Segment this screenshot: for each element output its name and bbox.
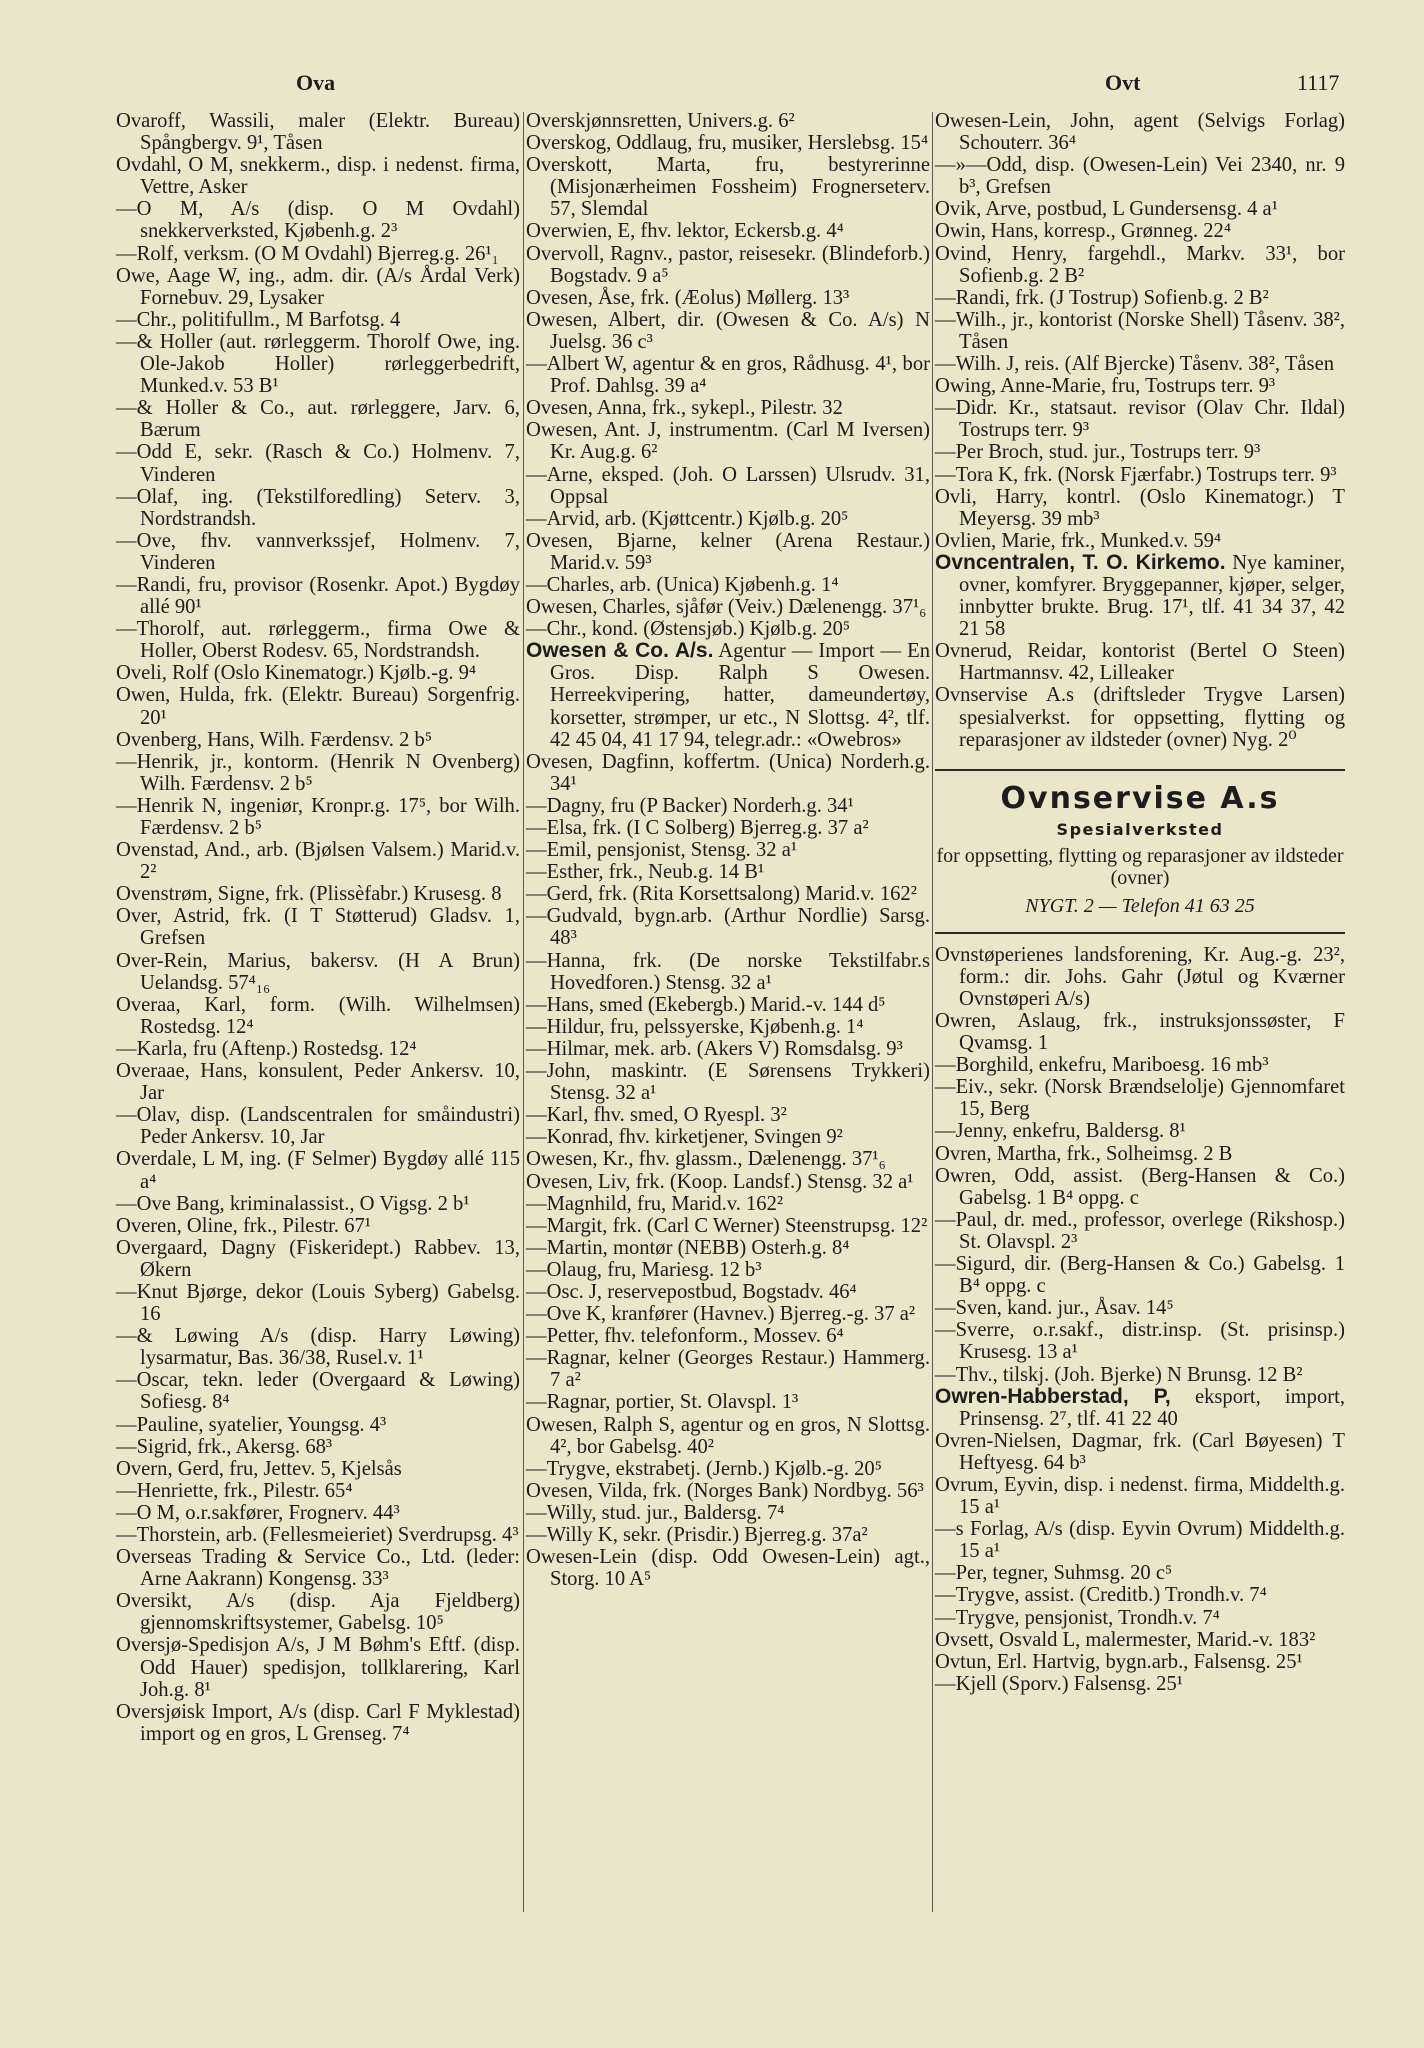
directory-entry: Owesen, Kr., fhv. glassm., Dælenengg. 37¹₆	[526, 1148, 886, 1171]
directory-entry: Over-Rein, Marius, bakersv. (H A Brun) Uelandsg. 57⁴₁₆	[116, 949, 520, 994]
directory-entry: Ovren, Martha, frk., Solheimsg. 2 B	[935, 1142, 1233, 1165]
entry-list	[526, 110, 930, 640]
directory-entry: Oversjø-Spedisjon A/s, J M Bøhm's Eftf. (disp. Odd Hauer) spedisjon, tollklarering, Karl Joh.g. 8¹	[116, 1634, 520, 1701]
directory-entry: —Olaug, fru, Mariesg. 12 b³	[526, 1258, 762, 1281]
directory-entry: Owe, Aage W, ing., adm. dir. (A/s Årdal Verk) Fornebuv. 29, Lysaker	[116, 264, 520, 309]
directory-entry: —Thorolf, aut. rørleggerm., firma Owe & Holler, Oberst Rodesv. 65, Nordstrandsh.	[116, 618, 520, 663]
directory-entry: Ovsett, Osvald L, malermester, Marid.-v. 183²	[935, 1628, 1316, 1651]
directory-entry: Ovlien, Marie, frk., Munked.v. 59⁴	[935, 529, 1222, 552]
directory-entry: —Borghild, enkefru, Mariboesg. 16 mb³	[935, 1054, 1269, 1077]
directory-entry: Overdale, L M, ing. (F Selmer) Bygdøy allé 115 a⁴	[116, 1148, 520, 1193]
header-left-keyword: Ova	[296, 70, 336, 95]
page-header	[0, 70, 1424, 100]
firm-name: Owesen & Co. A/s.	[526, 639, 714, 663]
directory-entry: —O M, A/s (disp. O M Ovdahl) snekkerverksted, Kjøbenh.g. 2³	[116, 198, 520, 243]
directory-entry: Ovenstad, And., arb. (Bjølsen Valsem.) Marid.v. 2²	[116, 839, 520, 884]
ad-title: Ovnservise A.s	[1000, 780, 1280, 816]
directory-entry: Ovtun, Erl. Hartvig, bygn.arb., Falsensg. 25¹	[935, 1650, 1303, 1673]
directory-entry: —Chr., politifullm., M Barfotsg. 4	[116, 308, 401, 331]
directory-entry: —Olaf, ing. (Tekstilforedling) Seterv. 3, Nordstrandsh.	[116, 485, 520, 530]
directory-entry: —Per, tegner, Suhmsg. 20 c⁵	[935, 1562, 1173, 1585]
directory-entry: —Arne, eksped. (Joh. O Larssen) Ulsrudv. 31, Oppsal	[526, 463, 930, 508]
firm-entry-owesen	[526, 640, 930, 750]
directory-entry: —& Løwing A/s (disp. Harry Løwing) lysarmatur, Bas. 36/38, Rusel.v. 1¹	[116, 1325, 520, 1370]
directory-entry: Overskog, Oddlaug, fru, musiker, Herslebsg. 15⁴	[526, 132, 929, 155]
directory-entry: Owing, Anne-Marie, fru, Tostrups terr. 9³	[935, 375, 1276, 398]
directory-entry: —Knut Bjørge, dekor (Louis Syberg) Gabelsg. 16	[116, 1280, 520, 1326]
directory-entry: —Sigrid, frk., Akersg. 68³	[116, 1435, 333, 1458]
directory-entry: —Jenny, enkefru, Baldersg. 8¹	[935, 1120, 1186, 1143]
directory-entry: —Ove Bang, kriminalassist., O Vigsg. 2 b¹	[116, 1192, 470, 1215]
directory-entry: Owesen, Charles, sjåfør (Veiv.) Dælenengg. 37¹₆	[526, 596, 927, 619]
directory-entry: —Albert W, agentur & en gros, Rådhusg. 4¹, bor Prof. Dahlsg. 39 a⁴	[526, 353, 930, 398]
directory-entry: Owesen, Ant. J, instrumentm. (Carl M Iversen) Kr. Aug.g. 6²	[526, 419, 930, 464]
directory-entry: —Hilmar, mek. arb. (Akers V) Romsdalsg. 9³	[526, 1037, 903, 1060]
directory-entry: Oveli, Rolf (Oslo Kinematogr.) Kjølb.-g. 9⁴	[116, 662, 477, 685]
directory-entry: —»—Odd, disp. (Owesen-Lein) Vei 2340, nr. 9 b³, Grefsen	[935, 154, 1345, 199]
ad-text: for oppsetting, flytting og reparasjoner av ildsteder (ovner)	[936, 844, 1344, 889]
directory-entry: —Esther, frk., Neub.g. 14 B¹	[526, 861, 765, 884]
directory-entry: —Henrik N, ingeniør, Kronpr.g. 17⁵, bor Wilh. Færdensv. 2 b⁵	[116, 794, 520, 839]
firm-details: Nye kaminer, ovner, komfyrer. Bryggepanner, kjøper, selger, innbytter brukte. Brug. 17¹, tlf. 41 34 37, 42 21 58	[959, 551, 1346, 641]
directory-entry: Ovaroff, Wassili, maler (Elektr. Bureau) Spångbergv. 9¹, Tåsen	[116, 110, 520, 155]
firm-name: Owren-Habberstad, P,	[935, 1384, 1171, 1408]
directory-entry: Oversikt, A/s (disp. Aja Fjeldberg) gjennomskriftsystemer, Gabelsg. 10⁵	[116, 1590, 520, 1635]
directory-entry: —Gudvald, bygn.arb. (Arthur Nordlie) Sarsg. 48³	[526, 905, 930, 950]
directory-entry: —Thorstein, arb. (Fellesmeieriet) Sverdrupsg. 4³	[116, 1524, 519, 1546]
firm-entry-owren-habberstad	[935, 1386, 1345, 1430]
directory-entry: —Ragnar, portier, St. Olavspl. 1³	[526, 1391, 799, 1414]
directory-entry: —Per Broch, stud. jur., Tostrups terr. 9³	[935, 441, 1261, 464]
entry-list	[526, 751, 930, 1591]
entry-list	[116, 110, 520, 1745]
directory-entry: Overn, Gerd, fru, Jettev. 5, Kjelsås	[116, 1457, 402, 1480]
directory-entry: —O M, o.r.sakfører, Frognerv. 44³	[116, 1501, 400, 1524]
directory-entry: —Tora K, frk. (Norsk Fjærfabr.) Tostrups terr. 9³	[935, 463, 1337, 486]
directory-entry: —Ove, fhv. vannverkssjef, Holmenv. 7, Vinderen	[116, 529, 520, 574]
directory-entry: Ovesen, Dagfinn, koffertm. (Unica) Norderh.g. 34¹	[526, 750, 930, 795]
directory-entry: Ovind, Henry, fargehdl., Markv. 33¹, bor Sofienb.g. 2 B²	[935, 242, 1345, 287]
directory-entry: —Dagny, fru (P Backer) Norderh.g. 34¹	[526, 794, 854, 817]
firm-details: Agentur — Import — En Gros. Disp. Ralph S Owesen. Herreekvipering, hatter, dameundertøy, korsetter, strømper, ur etc., N Slottsg. 4², tlf. 42 45 04, 41 17 94, telegr.adr.: «Owebros»	[550, 640, 931, 751]
directory-entry: Overseas Trading & Service Co., Ltd. (leder: Arne Aakrann) Kongensg. 33³	[116, 1546, 520, 1591]
directory-entry: Overvoll, Ragnv., pastor, reisesekr. (Blindeforb.) Bogstadv. 9 a⁵	[526, 242, 930, 287]
directory-entry: —Margit, frk. (Carl C Werner) Steenstrupsg. 12²	[526, 1214, 928, 1237]
directory-entry: —Wilh., jr., kontorist (Norske Shell) Tåsenv. 38², Tåsen	[935, 308, 1345, 353]
directory-entry: Overaae, Hans, konsulent, Peder Ankersv. 10, Jar	[116, 1060, 520, 1105]
directory-entry: —Didr. Kr., statsaut. revisor (Olav Chr. Ildal) Tostrups terr. 9³	[935, 397, 1345, 442]
header-right-keyword: Ovt	[1105, 70, 1141, 95]
directory-entry: —Kjell (Sporv.) Falsensg. 25¹	[935, 1672, 1183, 1695]
directory-entry: —Thv., tilskj. (Joh. Bjerke) N Brunsg. 12 B²	[935, 1363, 1303, 1386]
directory-entry: —Martin, montør (NEBB) Osterh.g. 8⁴	[526, 1236, 850, 1259]
directory-entry: —Ove K, kranfører (Havnev.) Bjerreg.-g. 37 a²	[526, 1303, 916, 1326]
directory-entry: —Chr., kond. (Østensjøb.) Kjølb.g. 20⁵	[526, 618, 851, 641]
directory-entry: —Petter, fhv. telefonform., Mossev. 6⁴	[526, 1325, 844, 1348]
ad-contact: NYGT. 2 — Telefon 41 63 25	[1025, 894, 1255, 917]
firm-entry-ovncentralen	[935, 552, 1345, 640]
directory-entry: —Karla, fru (Aftenp.) Rostedsg. 12⁴	[116, 1037, 417, 1060]
directory-entry: Overgaard, Dagny (Fiskeridept.) Rabbev. 13, Økern	[116, 1236, 520, 1281]
directory-entry: Ovnerud, Reidar, kontorist (Bertel O Steen) Hartmannsv. 42, Lilleaker	[935, 640, 1345, 685]
directory-entry: Ovesen, Anna, frk., sykepl., Pilestr. 32	[526, 397, 843, 420]
directory-entry: Owen, Hulda, frk. (Elektr. Bureau) Sorgenfrig. 20¹	[116, 684, 520, 729]
directory-entry: —Willy K, sekr. (Prisdir.) Bjerreg.g. 37a²	[526, 1524, 868, 1546]
firm-details: eksport, import, Prinsensg. 2⁷, tlf. 41 22 40	[959, 1385, 1345, 1430]
directory-entry: —Osc. J, reservepostbud, Bogstadv. 46⁴	[526, 1280, 857, 1303]
directory-entry: Ovli, Harry, kontrl. (Oslo Kinematogr.) T Meyersg. 39 mb³	[935, 485, 1345, 530]
directory-entry: —Odd E, sekr. (Rasch & Co.) Holmenv. 7, Vinderen	[116, 441, 520, 486]
directory-entry: Owren, Odd, assist. (Berg-Hansen & Co.) Gabelsg. 1 B⁴ oppg. c	[935, 1164, 1345, 1209]
directory-entry: Ovesen, Liv, frk. (Koop. Landsf.) Stensg. 32 a¹	[526, 1170, 914, 1193]
directory-entry: —Paul, dr. med., professor, overlege (Rikshosp.) St. Olavspl. 2³	[935, 1208, 1345, 1253]
directory-entry: Overaa, Karl, form. (Wilh. Wilhelmsen) Rostedsg. 12⁴	[116, 993, 520, 1038]
column-3	[935, 110, 1345, 1695]
directory-entry: —Sigurd, dir. (Berg-Hansen & Co.) Gabelsg. 1 B⁴ oppg. c	[935, 1253, 1345, 1298]
directory-entry: Owren, Aslaug, frk., instruksjonssøster, F Qvamsg. 1	[935, 1010, 1345, 1055]
directory-entry: —Henriette, frk., Pilestr. 65⁴	[116, 1479, 353, 1502]
directory-entry: —& Holler & Co., aut. rørleggere, Jarv. 6, Bærum	[116, 397, 520, 442]
entry-list	[935, 110, 1345, 552]
directory-entry: Oversjøisk Import, A/s (disp. Carl F Myklestad) import og en gros, L Grenseg. 7⁴	[116, 1700, 520, 1745]
directory-entry: —Arvid, arb. (Kjøttcentr.) Kjølb.g. 20⁵	[526, 507, 849, 530]
directory-entry: Owin, Hans, korresp., Grønneg. 22⁴	[935, 220, 1232, 243]
directory-entry: —Wilh. J, reis. (Alf Bjercke) Tåsenv. 38², Tåsen	[935, 353, 1335, 376]
directory-entry: —Trygve, pensjonist, Trondh.v. 7⁴	[935, 1606, 1220, 1629]
directory-entry: Ovesen, Åse, frk. (Æolus) Møllerg. 13³	[526, 286, 850, 309]
directory-entry: Ovesen, Vilda, frk. (Norges Bank) Nordbyg. 56³	[526, 1479, 924, 1502]
column-1	[116, 110, 520, 1745]
directory-entry: Overskott, Marta, fru, bestyrerinne (Misjonærheimen Fossheim) Frognerseterv. 57, Slemdal	[526, 154, 930, 221]
directory-entry: —Charles, arb. (Unica) Kjøbenh.g. 1⁴	[526, 573, 839, 596]
directory-entry: —Henrik, jr., kontorm. (Henrik N Ovenberg) Wilh. Færdensv. 2 b⁵	[116, 750, 520, 795]
directory-entry: —Pauline, syatelier, Youngsg. 4³	[116, 1413, 387, 1436]
directory-entry: —Hans, smed (Ekebergb.) Marid.-v. 144 d⁵	[526, 993, 886, 1016]
directory-entry: —Olav, disp. (Landscentralen for småindustri) Peder Ankersv. 10, Jar	[116, 1104, 520, 1149]
directory-entry: Overen, Oline, frk., Pilestr. 67¹	[116, 1214, 371, 1237]
directory-entry: —Konrad, fhv. kirketjener, Svingen 9²	[526, 1126, 843, 1149]
directory-entry: Ovenstrøm, Signe, frk. (Plissèfabr.) Krusesg. 8	[116, 883, 502, 906]
directory-entry: Owesen, Ralph S, agentur og en gros, N Slottsg. 4², bor Gabelsg. 40²	[526, 1413, 930, 1458]
directory-entry: —Randi, fru, provisor (Rosenkr. Apot.) Bygdøy allé 90¹	[116, 573, 520, 619]
directory-entry: —Willy, stud. jur., Baldersg. 7⁴	[526, 1501, 785, 1524]
directory-entry: Over, Astrid, frk. (I T Støtterud) Gladsv. 1, Grefsen	[116, 905, 520, 950]
directory-entry: Ovren-Nielsen, Dagmar, frk. (Carl Bøyesen) T Heftyesg. 64 b³	[935, 1429, 1345, 1474]
directory-entry: —Trygve, assist. (Creditb.) Trondh.v. 7⁴	[935, 1584, 1267, 1607]
directory-entry: —Eiv., sekr. (Norsk Brændselolje) Gjennomfaret 15, Berg	[935, 1076, 1345, 1121]
directory-entry: —Randi, frk. (J Tostrup) Sofienb.g. 2 B²	[935, 286, 1269, 309]
entry-list	[935, 640, 1345, 750]
entry-list	[935, 944, 1345, 1386]
advertisement-box	[935, 769, 1345, 934]
directory-entry: —John, maskintr. (E Sørensens Trykkeri) Stensg. 32 a¹	[526, 1060, 930, 1105]
directory-entry: —Karl, fhv. smed, O Ryespl. 3²	[526, 1104, 787, 1127]
directory-entry: Ovdahl, O M, snekkerm., disp. i nedenst. firma, Vettre, Asker	[116, 154, 520, 199]
directory-entry: —Gerd, frk. (Rita Korsettsalong) Marid.v. 162²	[526, 883, 917, 906]
directory-entry: —Sverre, o.r.sakf., distr.insp. (St. prisinsp.) Krusesg. 13 a¹	[935, 1319, 1345, 1364]
column-divider	[523, 112, 524, 1912]
firm-name: Ovncentralen, T. O. Kirkemo.	[935, 550, 1226, 574]
directory-entry: Owesen-Lein (disp. Odd Owesen-Lein) agt., Storg. 10 A⁵	[526, 1546, 930, 1591]
column-2	[526, 110, 930, 1590]
directory-entry: —Trygve, ekstrabetj. (Jernb.) Kjølb.-g. 20⁵	[526, 1457, 882, 1480]
directory-entry: Overskjønnsretten, Univers.g. 6²	[526, 110, 795, 132]
directory-entry: —& Holler (aut. rørleggerm. Thorolf Owe, ing. Ole-Jakob Holler) rørleggerbedrift, Munked.v. 53 B¹	[116, 330, 520, 398]
directory-entry: Owesen, Albert, dir. (Owesen & Co. A/s) N Juelsg. 36 c³	[526, 308, 930, 353]
directory-entry: Ovenberg, Hans, Wilh. Færdensv. 2 b⁵	[116, 728, 432, 751]
directory-entry: Owesen-Lein, John, agent (Selvigs Forlag) Schouterr. 36⁴	[935, 110, 1345, 155]
ad-subtitle: Spesialverksted	[1056, 819, 1224, 839]
directory-entry: —Magnhild, fru, Marid.v. 162²	[526, 1192, 784, 1215]
directory-entry: Ovesen, Bjarne, kelner (Arena Restaur.) Marid.v. 59³	[526, 529, 930, 574]
column-divider	[932, 112, 933, 1912]
directory-entry: —s Forlag, A/s (disp. Eyvin Ovrum) Middelth.g. 15 a¹	[935, 1518, 1345, 1563]
directory-entry: —Oscar, tekn. leder (Overgaard & Løwing) Sofiesg. 8⁴	[116, 1369, 520, 1414]
directory-entry: —Rolf, verksm. (O M Ovdahl) Bjerreg.g. 26¹₁	[116, 242, 499, 265]
entry-list	[935, 1430, 1345, 1695]
directory-entry: Ovik, Arve, postbud, L Gundersensg. 4 a¹	[935, 198, 1278, 221]
directory-entry: —Hanna, frk. (De norske Tekstilfabr.s Hovedforen.) Stensg. 32 a¹	[526, 949, 930, 994]
directory-entry: Ovnstøperienes landsforening, Kr. Aug.-g. 23², form.: dir. Johs. Gahr (Jøtul og Kværner Ovnstøperi A/s)	[935, 943, 1345, 1010]
directory-entry: —Hildur, fru, pelssyerske, Kjøbenh.g. 1⁴	[526, 1015, 864, 1038]
page-number: 1117	[1297, 70, 1340, 95]
directory-entry: Ovrum, Eyvin, disp. i nedenst. firma, Middelth.g. 15 a¹	[935, 1473, 1345, 1519]
directory-entry: —Emil, pensjonist, Stensg. 32 a¹	[526, 839, 798, 862]
directory-entry: —Ragnar, kelner (Georges Restaur.) Hammerg. 7 a²	[526, 1347, 930, 1392]
directory-entry: —Elsa, frk. (I C Solberg) Bjerreg.g. 37 a²	[526, 817, 869, 839]
directory-entry: Overwien, E, fhv. lektor, Eckersb.g. 4⁴	[526, 220, 844, 243]
directory-entry: —Sven, kand. jur., Åsav. 14⁵	[935, 1297, 1174, 1320]
directory-entry: Ovnservise A.s (driftsleder Trygve Larsen) spesialverkst. for oppsetting, flytting og reparasjoner av ildsteder (ovner) Nyg. 2⁰	[935, 684, 1345, 751]
